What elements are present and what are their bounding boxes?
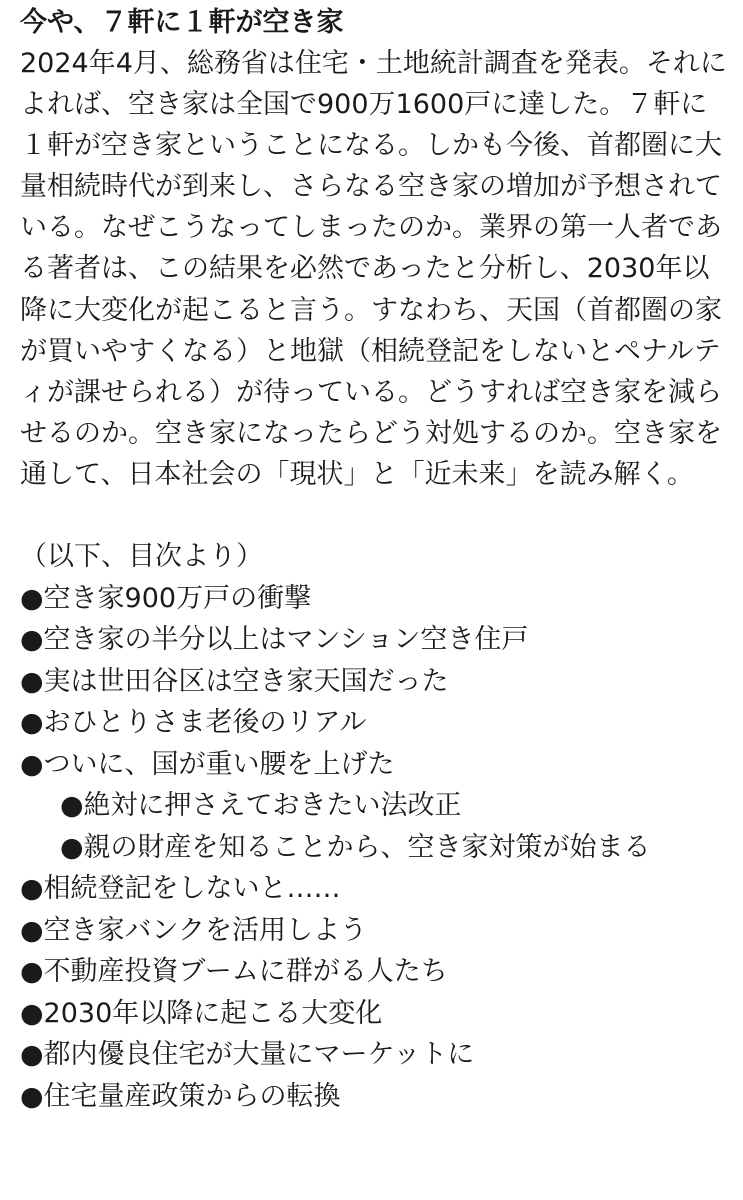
toc-heading: （以下、目次より） bbox=[20, 541, 263, 573]
toc-list bbox=[20, 578, 732, 1118]
toc-subitem-law-revision: ●絶対に押さえておきたい法改正 bbox=[60, 790, 462, 822]
toc-item-government: ●ついに、国が重い腰を上げた bbox=[20, 748, 395, 780]
toc-item-policy-shift: ●住宅量産政策からの転換 bbox=[20, 1080, 341, 1112]
toc-item-ohitorisama: ●おひとりさま老後のリアル bbox=[20, 707, 367, 739]
toc-item-mansion: ●空き家の半分以上はマンション空き住戸 bbox=[20, 624, 529, 656]
toc-item-shock: ●空き家900万戸の衝撃 bbox=[20, 582, 312, 614]
toc-item-akiya-bank: ●空き家バンクを活用しよう bbox=[20, 914, 368, 946]
toc-subitem-parents-assets: ●親の財産を知ることから、空き家対策が始まる bbox=[60, 831, 651, 863]
toc-item-investment-boom: ●不動産投資ブームに群がる人たち bbox=[20, 956, 448, 988]
page-title: 今や、７軒に１軒が空き家 bbox=[20, 7, 344, 38]
blank-line bbox=[20, 495, 732, 536]
toc-item-2030-change: ●2030年以降に起こる大変化 bbox=[20, 997, 383, 1029]
toc-item-setagaya: ●実は世田谷区は空き家天国だった bbox=[20, 665, 449, 697]
toc-item-tokyo-housing: ●都内優良住宅が大量にマーケットに bbox=[20, 1039, 475, 1071]
description-paragraph: 2024年4月、総務省は住宅・土地統計調査を発表。それによれば、空き家は全国で900万1600戸に達した。７軒に１軒が空き家ということになる。しかも今後、首都圏に大量相続時代が到来し、さらなる空き家の増加が予想されている。なぜこうなってしまったのか。業界の第一人者である著者は、この結果を必然であったと分析し、2030年以降に大変化が起こると言う。すなわち、天国（首都圏の家が買いやすくなる）と地獄（相続登記をしないとペナルティが課せられる）が待っている。どうすれば空き家を減らせるのか。空き家になったらどう対処するのか。空き家を通して、日本社会の「現状」と「近未来」を読み解く。 bbox=[20, 48, 727, 490]
toc-item-inheritance-registration: ●相続登記をしないと…… bbox=[20, 873, 341, 905]
book-description-page bbox=[20, 2, 732, 1117]
